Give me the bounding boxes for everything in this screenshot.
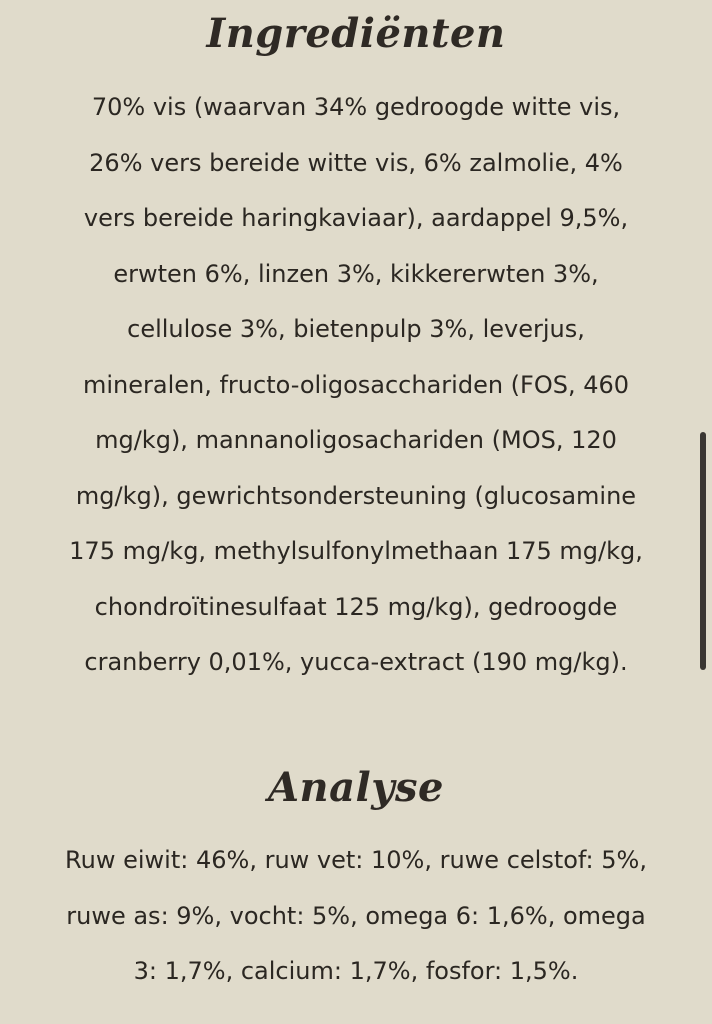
- analysis-line: ruwe as: 9%, vocht: 5%, omega 6: 1,6%, omega: [66, 901, 646, 930]
- scrollbar-thumb[interactable]: [700, 432, 706, 670]
- ingredients-paragraph: [30, 80, 682, 691]
- analysis-line: 3: 1,7%, calcium: 1,7%, fosfor: 1,5%.: [133, 957, 579, 985]
- ingredients-line: 26% vers bereide witte vis, 6% zalmolie, 4%: [89, 148, 623, 177]
- ingredients-line: cranberry 0,01%, yucca-extract (190 mg/kg).: [84, 648, 628, 676]
- ingredients-line: erwten 6%, linzen 3%, kikkererwten 3%,: [113, 259, 599, 288]
- ingredients-line: cellulose 3%, bietenpulp 3%, leverjus,: [127, 315, 585, 343]
- analysis-heading: Analyse: [268, 764, 444, 811]
- ingredients-line: mineralen, fructo-oligosacchariden (FOS, 460: [82, 370, 630, 399]
- ingredients-line: chondroïtinesulfaat 125 mg/kg), gedroogde: [94, 592, 618, 621]
- analysis-line: Ruw eiwit: 46%, ruw vet: 10%, ruwe celstof: 5%,: [65, 846, 647, 874]
- ingredients-line: 70% vis (waarvan 34% gedroogde witte vis,: [91, 93, 621, 121]
- analysis-paragraph: [30, 833, 682, 1000]
- ingredients-line: mg/kg), mannanoligosachariden (MOS, 120: [95, 426, 617, 454]
- ingredients-heading: Ingrediënten: [206, 10, 506, 57]
- ingredients-line: mg/kg), gewrichtsondersteuning (glucosamine: [75, 481, 637, 510]
- ingredients-line: 175 mg/kg, methylsulfonylmethaan 175 mg/kg,: [69, 537, 643, 565]
- ingredients-line: vers bereide haringkaviaar), aardappel 9,5%,: [83, 204, 629, 232]
